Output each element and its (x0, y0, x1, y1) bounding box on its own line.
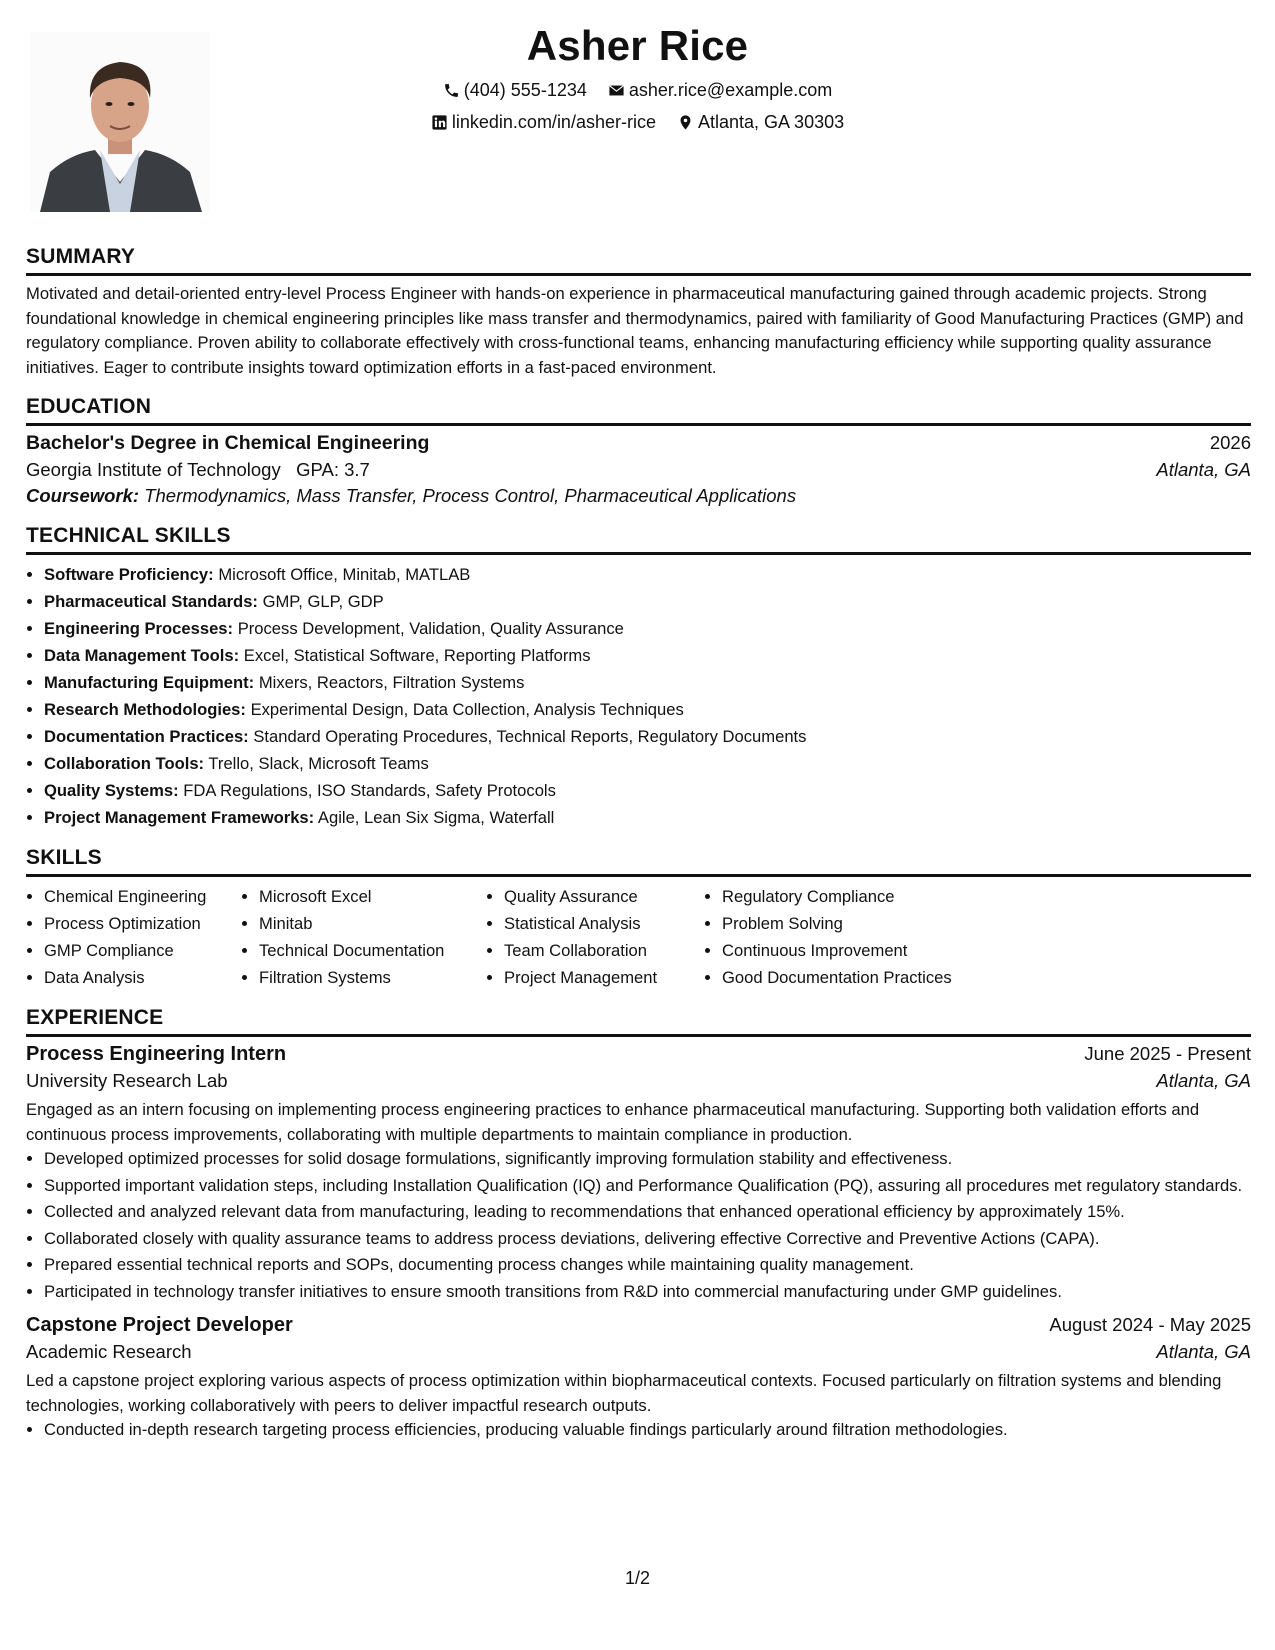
section-divider (26, 552, 1251, 555)
list-item: • Developed optimized processes for solid dosage formulations, significantly improving formulation stability and effectiveness. (44, 1147, 1251, 1172)
job-bullets (26, 1418, 1251, 1443)
skill-label: Pharmaceutical Standards: (44, 592, 258, 611)
list-item: • Prepared essential technical reports and SOPs, documenting process changes while maintaining quality management. (44, 1253, 1251, 1278)
technical-skills-list (26, 561, 1251, 831)
summary-heading: SUMMARY (26, 245, 136, 268)
skills-column-4 (704, 883, 952, 991)
gpa: GPA: 3.7 (296, 459, 370, 480)
skill-label: Manufacturing Equipment: (44, 673, 255, 692)
phone-number: (404) 555-1234 (463, 80, 587, 100)
contact-line-1 (0, 80, 1275, 104)
list-item: • Conducted in-depth research targeting process efficiencies, producing valuable findings particularly around filtration methodologies. (44, 1418, 1251, 1443)
skill-value: Agile, Lean Six Sigma, Waterfall (317, 808, 555, 827)
job-description: Engaged as an intern focusing on implementing process engineering practices to enhance pharmaceutical manufacturing. Supporting both validation efforts and continuous process improvements, collaborating with multiple departments to maintain compliance in production. (26, 1100, 1200, 1144)
job-location: Atlanta, GA (1156, 1341, 1251, 1362)
job-description: Led a capstone project exploring various aspects of process optimization within biopharmaceutical contexts. Focused particularly on filtration systems and blending technologies, working collaboratively with peers to deliver impactful research outputs. (26, 1371, 1222, 1415)
summary-section (26, 244, 1251, 380)
linkedin-contact[interactable] (431, 112, 656, 133)
resume-body (26, 244, 1251, 1443)
email-address: asher.rice@example.com (628, 80, 833, 100)
map-pin-icon (677, 114, 694, 131)
coursework-label: Coursework: (26, 485, 140, 506)
skills-column-3 (486, 883, 704, 991)
education-heading: EDUCATION (26, 395, 152, 418)
job-entry (26, 1043, 1251, 1304)
skill-label: Collaboration Tools: (44, 754, 205, 773)
skills-column-2 (241, 883, 486, 991)
section-divider (26, 423, 1251, 426)
contact-line-2 (0, 112, 1275, 136)
section-divider (26, 1034, 1251, 1037)
list-item: • Process Optimization (44, 910, 241, 937)
job-organization: Academic Research (26, 1341, 192, 1362)
job-organization: University Research Lab (26, 1070, 228, 1091)
skill-value: Microsoft Office, Minitab, MATLAB (218, 565, 471, 584)
envelope-icon (608, 82, 625, 99)
coursework-line (26, 485, 1251, 507)
skill-value: GMP, GLP, GDP (262, 592, 384, 611)
section-divider (26, 874, 1251, 877)
job-title: Process Engineering Intern (26, 1043, 287, 1065)
job-entry (26, 1314, 1251, 1443)
job-title: Capstone Project Developer (26, 1314, 293, 1336)
list-item: • Technical Documentation (259, 937, 486, 964)
list-item: • Chemical Engineering (44, 883, 241, 910)
graduation-year: 2026 (1209, 432, 1251, 453)
school-line (26, 459, 370, 481)
list-item (44, 750, 1251, 777)
list-item: • Statistical Analysis (504, 910, 704, 937)
skill-value: Trello, Slack, Microsoft Teams (208, 754, 429, 773)
list-item: • Filtration Systems (259, 964, 486, 991)
candidate-name: Asher Rice (526, 22, 749, 69)
email-contact[interactable] (608, 80, 832, 101)
list-item: • Minitab (259, 910, 486, 937)
skills-grid (26, 883, 1251, 991)
location-contact (677, 112, 844, 133)
linkedin-url: linkedin.com/in/asher-rice (451, 112, 656, 132)
skill-label: Research Methodologies: (44, 700, 246, 719)
list-item (44, 615, 1251, 642)
list-item (44, 669, 1251, 696)
list-item: • GMP Compliance (44, 937, 241, 964)
skill-label: Data Management Tools: (44, 646, 240, 665)
list-item: • Microsoft Excel (259, 883, 486, 910)
school-location: Atlanta, GA (1156, 459, 1251, 480)
job-location: Atlanta, GA (1156, 1070, 1251, 1091)
technical-skills-section (26, 523, 1251, 831)
skill-value: FDA Regulations, ISO Standards, Safety Protocols (183, 781, 556, 800)
list-item (44, 642, 1251, 669)
list-item: • Collaborated closely with quality assurance teams to address process deviations, delivering effective Corrective and Preventive Actions (CAPA). (44, 1227, 1251, 1252)
skill-value: Mixers, Reactors, Filtration Systems (258, 673, 525, 692)
school-name: Georgia Institute of Technology (26, 459, 281, 480)
list-item (44, 804, 1251, 831)
skill-value: Experimental Design, Data Collection, Analysis Techniques (250, 700, 684, 719)
coursework-list: Thermodynamics, Mass Transfer, Process Control, Pharmaceutical Applications (144, 485, 797, 506)
section-divider (26, 273, 1251, 276)
list-item (44, 723, 1251, 750)
skill-label: Project Management Frameworks: (44, 808, 315, 827)
experience-section (26, 1005, 1251, 1443)
technical-skills-heading: TECHNICAL SKILLS (26, 524, 231, 547)
list-item: • Problem Solving (722, 910, 952, 937)
skill-value: Standard Operating Procedures, Technical Reports, Regulatory Documents (253, 727, 807, 746)
list-item: • Team Collaboration (504, 937, 704, 964)
list-item: • Continuous Improvement (722, 937, 952, 964)
job-dates: August 2024 - May 2025 (1049, 1314, 1251, 1335)
skill-label: Documentation Practices: (44, 727, 249, 746)
list-item: • Collected and analyzed relevant data from manufacturing, leading to recommendations that enhanced operational efficiency by approximately 15%. (44, 1200, 1251, 1225)
degree-title: Bachelor's Degree in Chemical Engineering (26, 432, 430, 454)
list-item (44, 777, 1251, 804)
job-bullets (26, 1147, 1251, 1304)
job-dates: June 2025 - Present (1084, 1043, 1251, 1064)
skill-label: Engineering Processes: (44, 619, 234, 638)
skill-label: Software Proficiency: (44, 565, 214, 584)
list-item: • Quality Assurance (504, 883, 704, 910)
education-section (26, 394, 1251, 507)
skill-label: Quality Systems: (44, 781, 179, 800)
skills-section (26, 845, 1251, 991)
list-item (44, 561, 1251, 588)
skills-heading: SKILLS (26, 846, 102, 869)
list-item (44, 696, 1251, 723)
list-item (44, 588, 1251, 615)
list-item: • Regulatory Compliance (722, 883, 952, 910)
list-item: • Data Analysis (44, 964, 241, 991)
skill-value: Process Development, Validation, Quality Assurance (237, 619, 624, 638)
linkedin-icon (431, 114, 448, 131)
list-item: • Participated in technology transfer initiatives to ensure smooth transitions from R&D into commercial manufacturing under GMP guidelines. (44, 1280, 1251, 1305)
page-number: 1/2 (624, 1568, 651, 1588)
list-item: • Good Documentation Practices (722, 964, 952, 991)
summary-text: Motivated and detail-oriented entry-level Process Engineer with hands-on experience in pharmaceutical manufacturing gained through academic projects. Strong foundational knowledge in chemical engineering principles like mass transfer and thermodynamics, paired with familiarity of Good Manufacturing Practices (GMP) and regulatory compliance. Proven ability to collaborate effectively with cross-functional teams, enhancing manufacturing efficiency while supporting quality assurance initiatives. Eager to contribute insights toward optimization efforts in a fast-paced environment. (26, 284, 1244, 377)
skill-value: Excel, Statistical Software, Reporting Platforms (243, 646, 591, 665)
location-text: Atlanta, GA 30303 (698, 112, 845, 132)
phone-icon (443, 82, 460, 99)
experience-heading: EXPERIENCE (26, 1006, 164, 1029)
phone-contact[interactable] (443, 80, 587, 101)
skills-column-1 (26, 883, 241, 991)
list-item: • Project Management (504, 964, 704, 991)
list-item: • Supported important validation steps, including Installation Qualification (IQ) and Performance Qualification (PQ), assuring all procedures met regulatory standards. (44, 1174, 1251, 1199)
